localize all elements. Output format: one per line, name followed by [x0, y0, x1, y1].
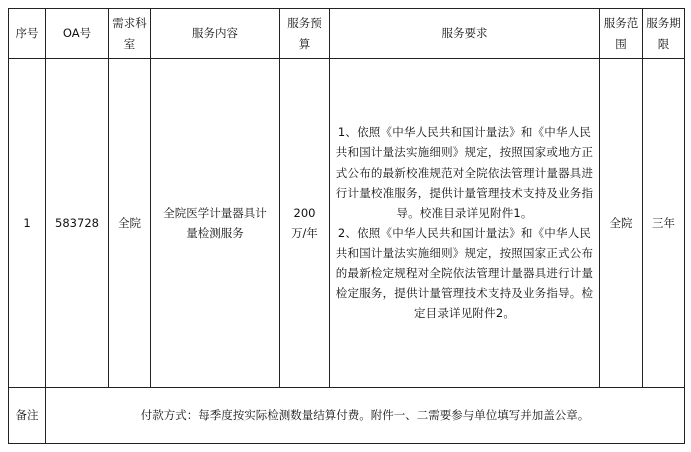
note-text: 付款方式：每季度按实际检测数量结算付费。附件一、二需要参与单位填写并加盖公章。: [46, 387, 685, 443]
note-label: 备注: [9, 387, 46, 443]
cell-seq: 1: [9, 59, 46, 388]
header-dept: 需求科室: [109, 9, 151, 59]
cell-oa: 583728: [46, 59, 109, 388]
cell-period: 三年: [643, 59, 685, 388]
table-row: [9, 59, 685, 388]
header-period: 服务期限: [643, 9, 685, 59]
header-seq: 序号: [9, 9, 46, 59]
header-requirements: 服务要求: [330, 9, 600, 59]
cell-requirements: [330, 59, 600, 388]
note-row: [9, 387, 685, 443]
cell-content: 全院医学计量器具计量检测服务: [151, 59, 280, 388]
header-row: [9, 9, 685, 59]
header-budget: 服务预算: [280, 9, 330, 59]
cell-scope: 全院: [600, 59, 643, 388]
cell-dept: 全院: [109, 59, 151, 388]
header-oa: OA号: [46, 9, 109, 59]
requirement-item-1: 1、依照《中华人民共和国计量法》和《中华人民共和国计量法实施细则》规定，按照国家或地方正式公布的最新校准规范对全院依法管理计量器具进行计量校准服务，提供计量管理技术支持及业务指导。校准目录详见附件1。: [335, 125, 594, 220]
cell-budget: 200万/年: [280, 59, 330, 388]
header-content: 服务内容: [151, 9, 280, 59]
service-table: [8, 8, 685, 444]
requirement-item-2: 2、依照《中华人民共和国计量法》和《中华人民共和国计量法实施细则》规定，按照国家正式公布的最新检定规程对全院依法管理计量器具进行计量检定服务，提供计量管理技术支持及业务指导。检定目录详见附件2。: [335, 225, 594, 321]
header-scope: 服务范围: [600, 9, 643, 59]
